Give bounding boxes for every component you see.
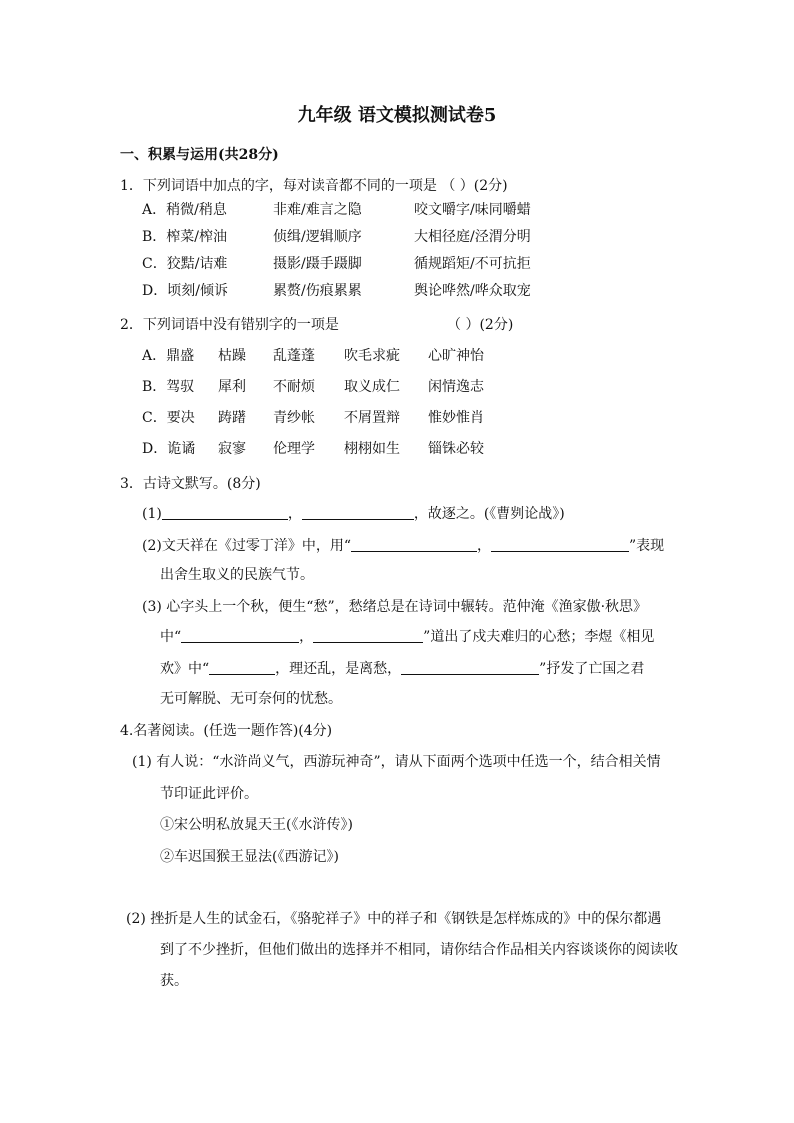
q3-part3-line1: (3) 心字头上一个秋，便生“愁”，愁绪总是在诗词中辗转。范仲淹《渔家傲·秋思》 [142, 599, 648, 615]
q1-a-col1: A．稍微/稍息 [142, 202, 227, 218]
q2-option-b [142, 378, 484, 396]
q3-p3-blank-1[interactable] [181, 629, 299, 643]
q3-p3-l3-prefix: 欢》中“ [160, 661, 210, 677]
q3-p1-blank-2[interactable] [302, 506, 414, 520]
q3-p1-suffix: ，故逐之。(《曹刿论战》) [413, 506, 565, 522]
q1-b-col2: 侦缉/逻辑顺序 [273, 229, 362, 245]
q1-d-col3: 舆论哗然/哗众取宠 [414, 283, 531, 299]
q4-part1-line1: (1) 有人说：“水浒尚义气，西游玩神奇”，请从下面两个选项中任选一个，结合相关情 [132, 754, 661, 770]
q2-b-3: 不耐烦 [273, 379, 315, 395]
q1-option-d [142, 282, 531, 300]
q3-p1-prefix: (1) [142, 506, 162, 522]
q2-d-1: D．诡谲 [142, 441, 196, 457]
q1-b-col3: 大相径庭/泾渭分明 [414, 229, 531, 245]
q3-part3-line4: 无可解脱、无可奈何的忧愁。 [160, 691, 342, 707]
q3-p2-blank-2[interactable] [491, 538, 629, 552]
q2-option-a [142, 347, 484, 365]
q1-stem: 1．下列词语中加点的字，每对读音都不同的一项是 （ ）(2分) [120, 178, 508, 194]
q1-option-c [142, 255, 531, 273]
section-heading: 一、积累与运用(共28分) [120, 147, 279, 163]
q2-d-2: 寂寥 [218, 441, 246, 457]
q3-p1-blank-1[interactable] [162, 506, 288, 520]
q3-p3-blank-2[interactable] [313, 629, 423, 643]
q2-score: （ ）(2分) [447, 317, 514, 333]
q3-part3-line3 [160, 660, 644, 678]
q4-part2-line1: (2) 挫折是人生的试金石，《骆驼祥子》中的祥子和《钢铁是怎样炼成的》中的保尔都遇 [126, 911, 662, 927]
q3-part2-line1 [142, 537, 664, 555]
q3-part1 [142, 505, 565, 523]
q3-p3-blank-3[interactable] [209, 661, 275, 675]
q2-d-4: 栩栩如生 [344, 441, 400, 457]
q2-b-2: 犀利 [218, 379, 246, 395]
q3-p1-comma: ， [287, 506, 302, 522]
q2-option-c [142, 409, 484, 427]
q3-p3-l2-comma: ， [299, 629, 314, 645]
q3-p3-l3-mid: ，理还乱，是离愁， [275, 661, 402, 677]
q2-a-4: 吹毛求疵 [344, 348, 400, 364]
q2-c-4: 不屑置辩 [344, 410, 400, 426]
q3-p3-l2-suffix: ”道出了戍夫难归的心愁；李煜《相见 [423, 629, 655, 645]
q1-c-col3: 循规蹈矩/不可抗拒 [414, 256, 531, 272]
q1-option-b [142, 228, 531, 246]
q3-part3-line2 [160, 628, 654, 646]
q3-p2-prefix: (2)文天祥在《过零丁洋》中，用“ [142, 538, 351, 554]
q2-d-3: 伦理学 [273, 441, 315, 457]
q1-option-a [142, 201, 531, 219]
q2-a-3: 乱蓬蓬 [273, 348, 315, 364]
exam-title: 九年级 语文模拟测试卷5 [297, 105, 497, 126]
q3-stem: 3．古诗文默写。(8分) [120, 476, 261, 492]
q4-part1-line2: 节印证此评价。 [160, 786, 258, 802]
q1-b-col1: B．榨菜/榨油 [142, 229, 228, 245]
q3-p3-blank-4[interactable] [401, 661, 539, 675]
q1-a-col2: 非难/难言之隐 [273, 202, 362, 218]
q2-c-3: 青纱帐 [273, 410, 315, 426]
q3-p3-l2-prefix: 中“ [160, 629, 182, 645]
q2-stem: 2．下列词语中没有错别字的一项是 [120, 317, 339, 333]
q2-b-4: 取义成仁 [344, 379, 400, 395]
q3-p3-l3-suffix: ”抒发了亡国之君 [539, 661, 645, 677]
q4-part2-line3: 获。 [160, 973, 188, 989]
q1-d-col1: D．顷刻/倾诉 [142, 283, 228, 299]
q2-c-5: 惟妙惟肖 [428, 410, 484, 426]
q1-c-col2: 摄影/蹑手蹑脚 [273, 256, 362, 272]
q2-b-5: 闲情逸志 [428, 379, 484, 395]
q2-c-2: 踌躇 [218, 410, 246, 426]
q3-p2-blank-1[interactable] [351, 538, 477, 552]
q2-a-1: A．鼎盛 [142, 348, 195, 364]
q2-d-5: 锱铢必较 [428, 441, 484, 457]
q2-a-5: 心旷神怡 [428, 348, 484, 364]
q4-option-1: ①宋公明私放晁天王(《水浒传》) [160, 817, 353, 833]
q2-a-2: 枯躁 [218, 348, 246, 364]
q3-part2-line2: 出舍生取义的民族气节。 [160, 567, 314, 583]
q1-d-col2: 累赘/伤痕累累 [273, 283, 362, 299]
q3-p2-comma: ， [477, 538, 491, 554]
q4-part2-line2: 到了不少挫折，但他们做出的选择并不相同，请你结合作品相关内容谈谈你的阅读收 [160, 942, 678, 958]
q4-stem: 4.名著阅读。(任选一题作答)(4分) [120, 723, 333, 739]
q1-c-col1: C．狡黠/诘难 [142, 256, 228, 272]
q1-a-col3: 咬文嚼字/味同嚼蜡 [414, 202, 531, 218]
q2-option-d [142, 440, 484, 458]
q2-b-1: B．驾驭 [142, 379, 195, 395]
q3-p2-suffix: ”表现 [629, 538, 665, 554]
q2-c-1: C．要决 [142, 410, 195, 426]
q4-option-2: ②车迟国猴王显法(《西游记》) [160, 849, 339, 865]
